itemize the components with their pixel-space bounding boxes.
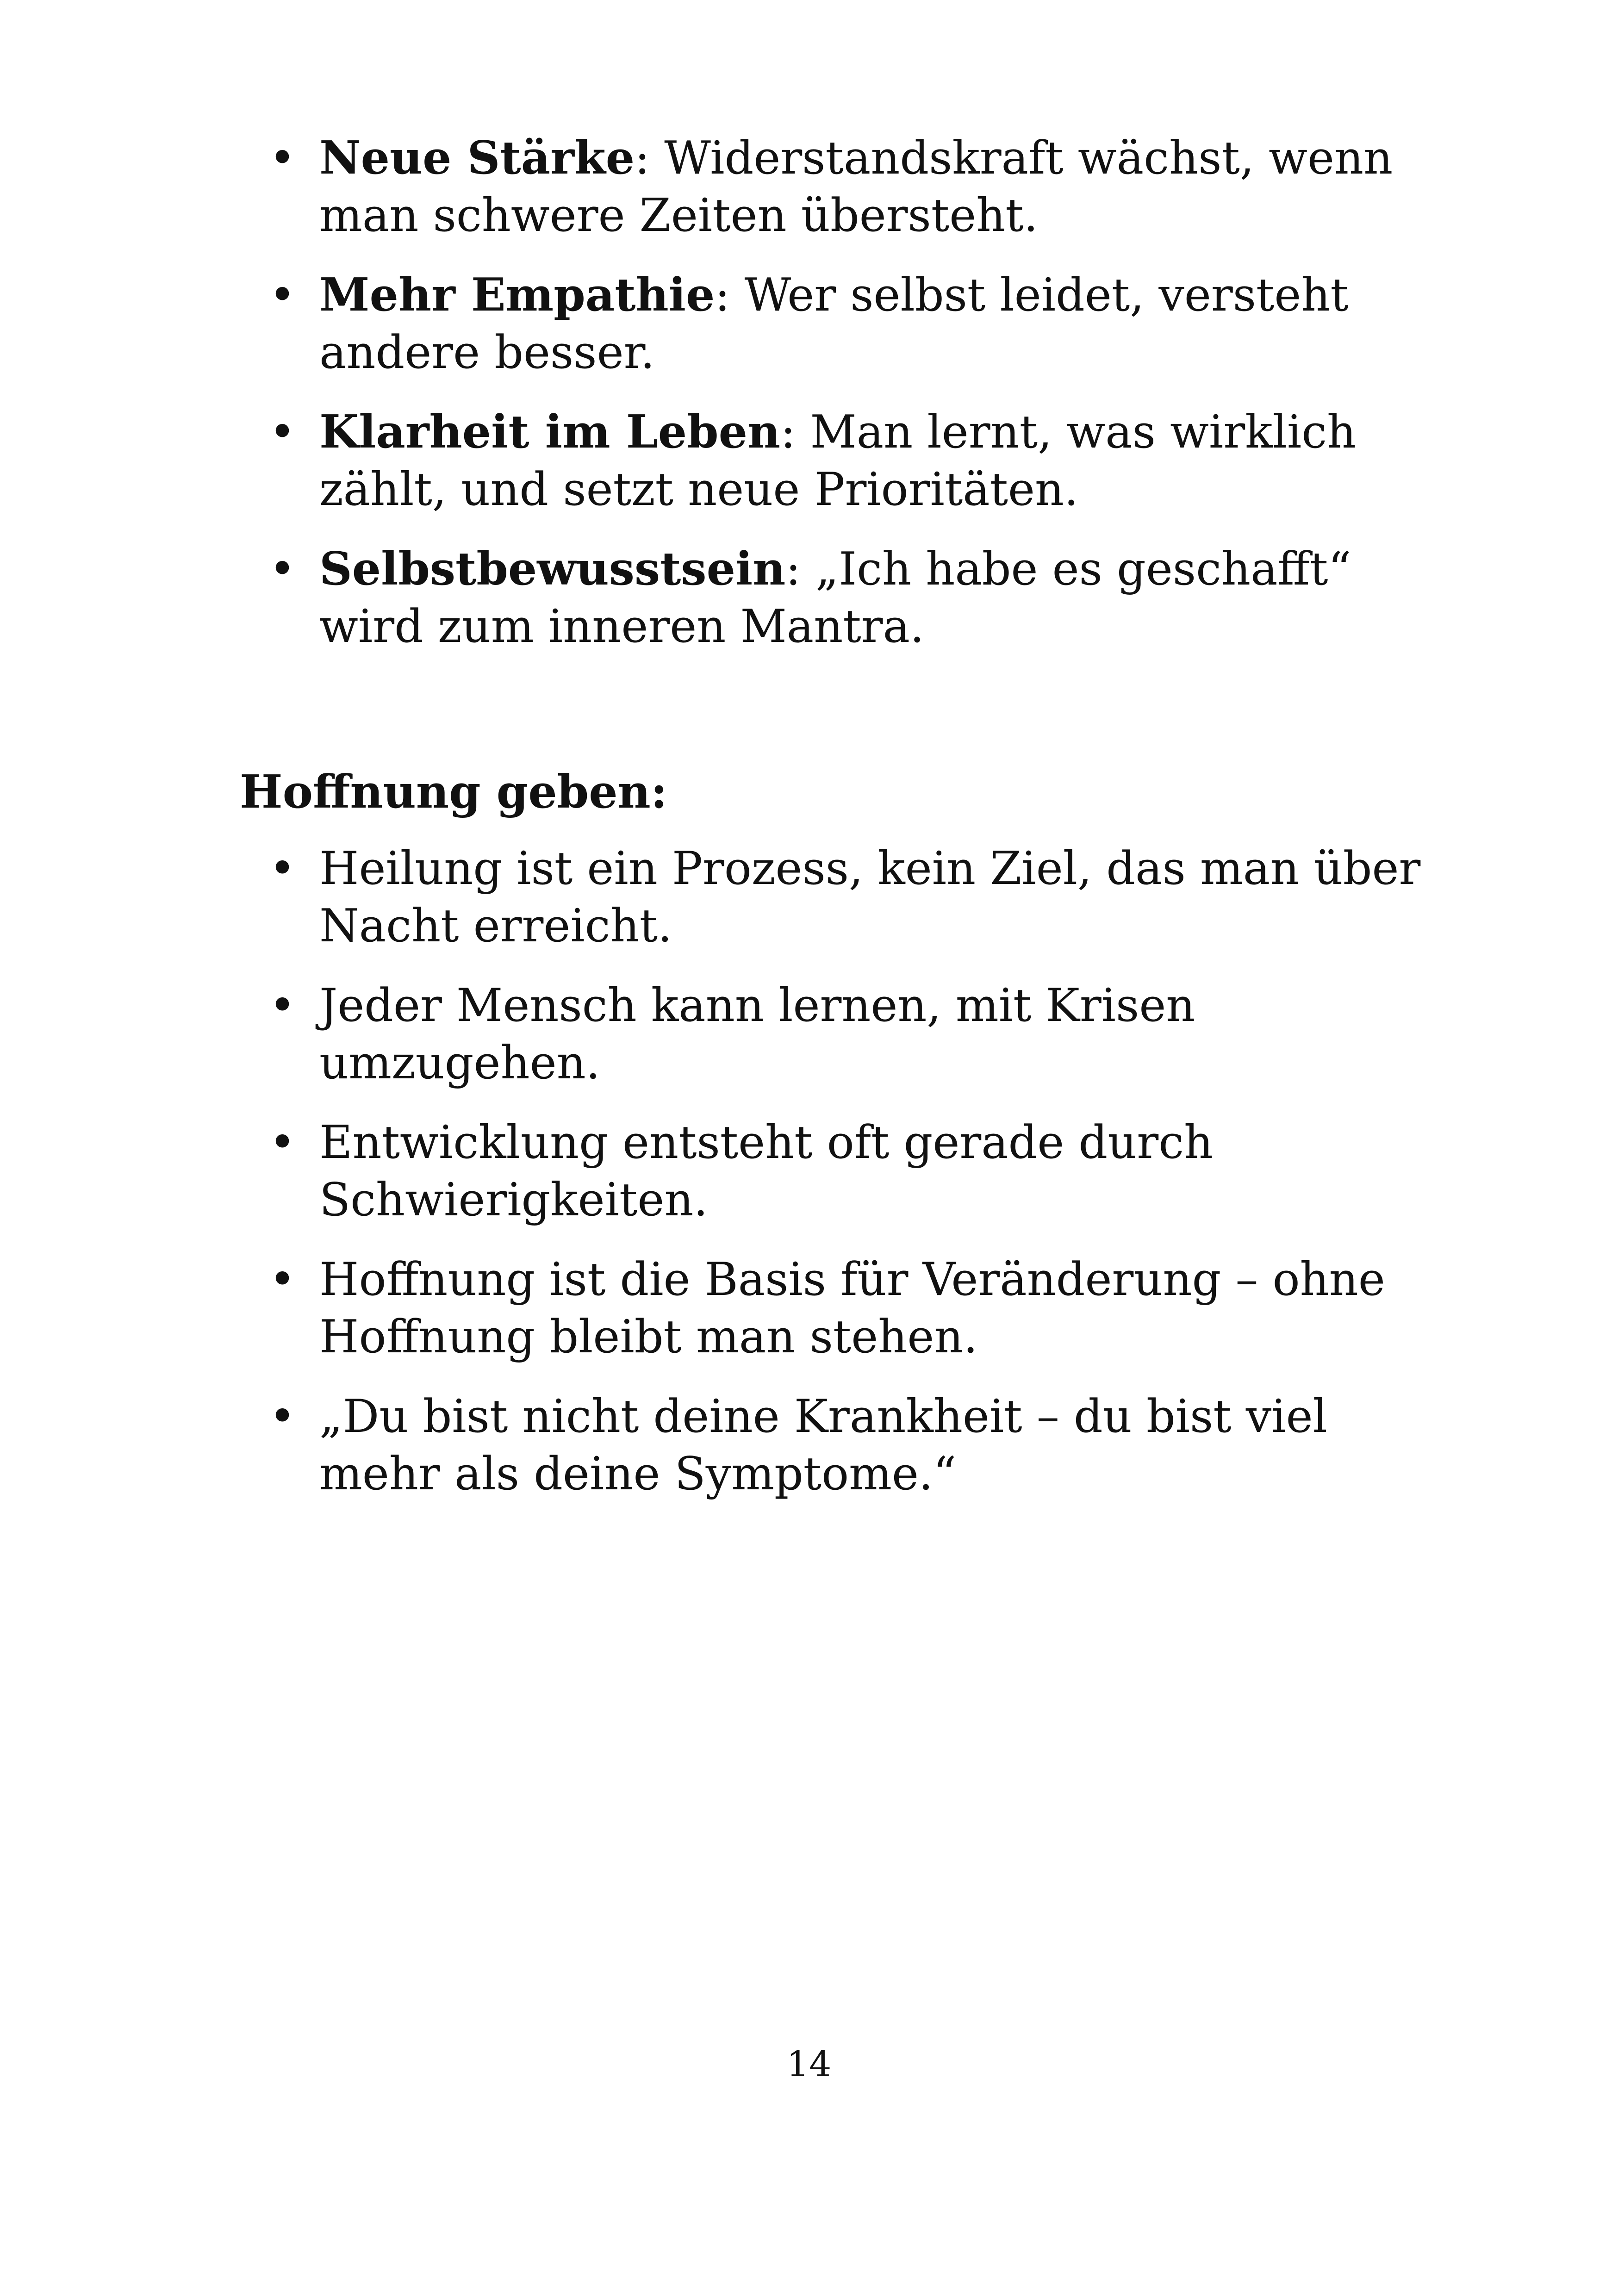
bullet-icon: • [269, 406, 296, 459]
bullet-icon: • [269, 269, 296, 322]
list-item [269, 1114, 1458, 1229]
benefits-list [269, 130, 1458, 678]
list-item [269, 404, 1458, 518]
section-heading: Hoffnung geben: [240, 765, 667, 819]
term-label: Klarheit im Leben [319, 405, 781, 459]
list-item [269, 541, 1458, 655]
bullet-icon: • [269, 1253, 296, 1306]
list-item [269, 977, 1458, 1092]
bullet-icon: • [269, 543, 296, 596]
item-text: „Du bist nicht deine Krankheit – du bist viel mehr als deine Symptome.“ [319, 1390, 1327, 1500]
list-item [269, 130, 1458, 244]
bullet-icon: • [269, 979, 296, 1032]
term-separator: : [780, 406, 796, 459]
item-text: Entwicklung entsteht oft gerade durch Schwierigkeiten. [319, 1116, 1214, 1226]
item-text: „Ich habe es geschafft“ wird zum inneren Mantra. [319, 543, 1351, 653]
term-label: Neue Stärke [319, 131, 635, 185]
bullet-icon: • [269, 1116, 296, 1169]
term-separator: : [785, 543, 801, 596]
page-number: 14 [786, 2043, 832, 2084]
list-item [269, 1251, 1458, 1366]
item-text: Man lernt, was wirklich zählt, und setzt neue Prioritäten. [319, 406, 1357, 516]
term-separator: : [715, 269, 730, 322]
term-label: Mehr Empathie [319, 268, 715, 322]
list-item [269, 1388, 1458, 1503]
bullet-icon: • [269, 132, 296, 185]
bullet-icon: • [269, 842, 296, 895]
item-text: Heilung ist ein Prozess, kein Ziel, das man über Nacht erreicht. [319, 842, 1421, 952]
item-text: Hoffnung ist die Basis für Veränderung – ohne Hoffnung bleibt man stehen. [319, 1253, 1385, 1363]
list-item [269, 840, 1458, 955]
item-text: Wer selbst leidet, versteht andere besser. [319, 269, 1349, 379]
bullet-icon: • [269, 1390, 296, 1443]
item-text: Widerstandskraft wächst, wenn man schwere Zeiten übersteht. [319, 132, 1393, 242]
hope-list [269, 840, 1458, 1525]
list-item [269, 267, 1458, 381]
item-text: Jeder Mensch kann lernen, mit Krisen umzugehen. [319, 979, 1195, 1089]
term-label: Selbstbewusstsein [319, 542, 786, 596]
term-separator: : [635, 132, 650, 185]
